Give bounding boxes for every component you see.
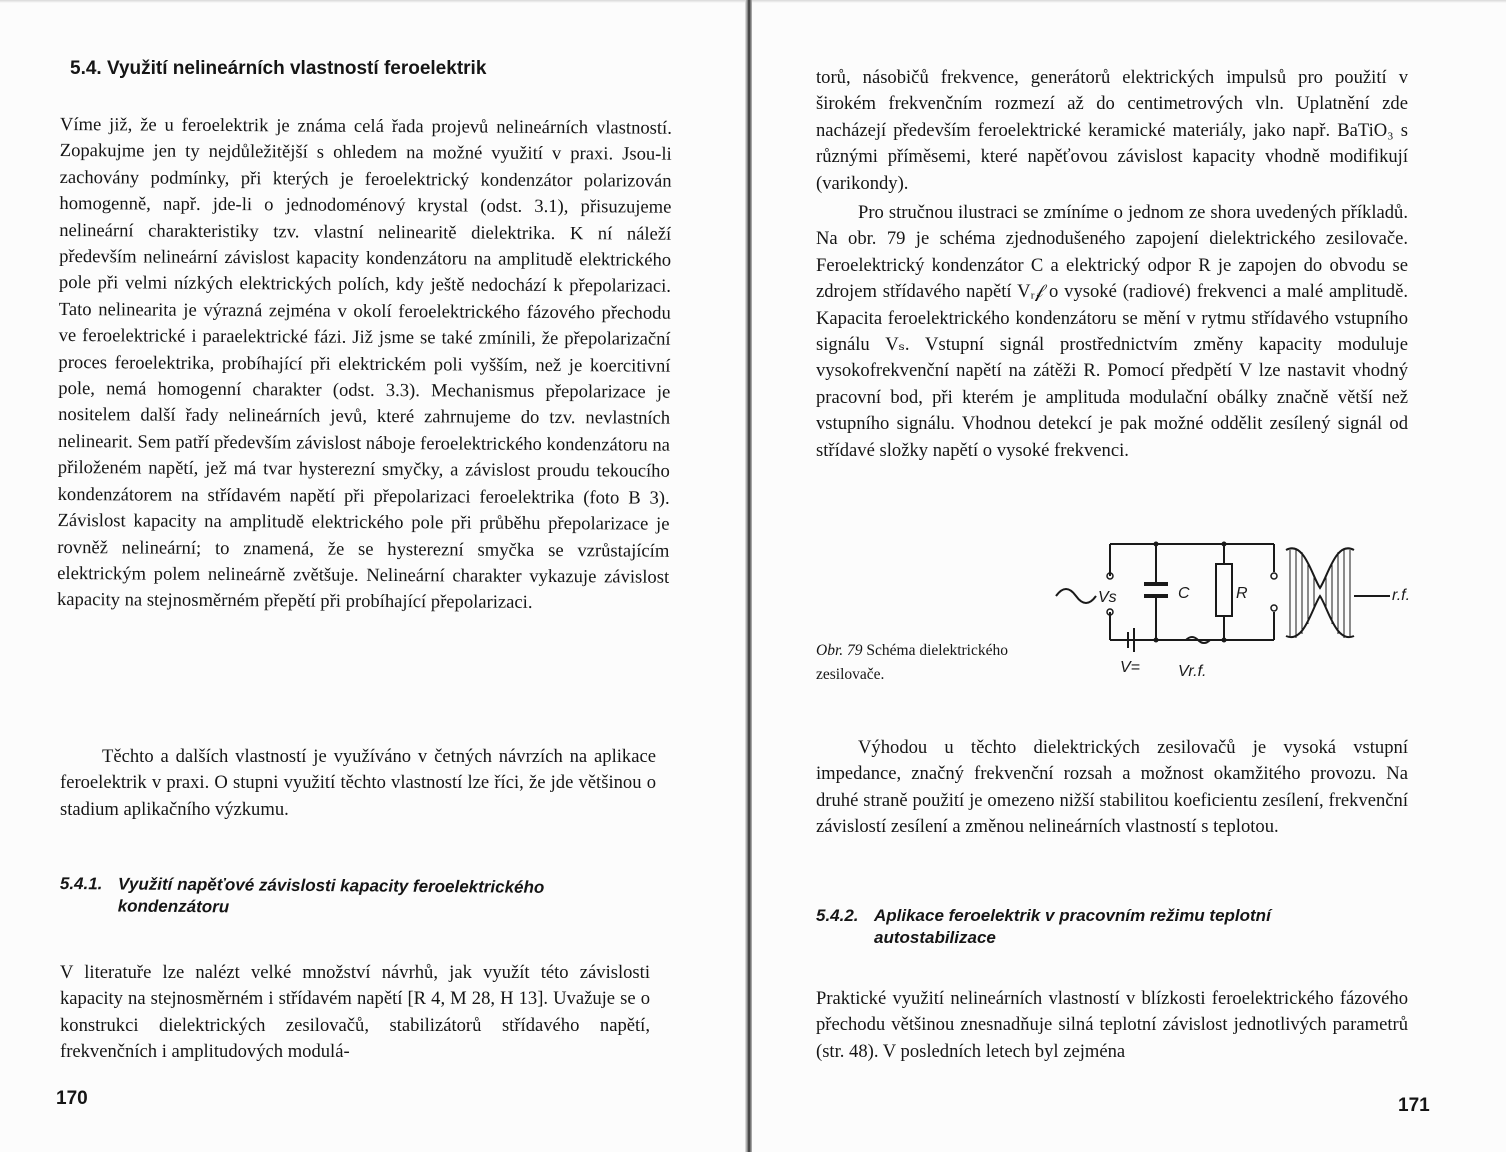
subsection-number: 5.4.1.	[59, 873, 103, 894]
left-page	[0, 0, 748, 1152]
modulated-carrier-lines	[1290, 548, 1350, 638]
junction-dot	[1154, 542, 1159, 547]
junction-dot	[1222, 638, 1227, 643]
section-heading: 5.4. Využití nelineárních vlastností feroelektrik	[70, 58, 487, 79]
left-paragraph-1: Víme již, že u feroelektrik je známa celá řada projevů nelineárních vlastností. Zopakujme jen ty nejdůležitější s ohledem na možné využití v praxi. Jsou-li zachovány podmínky, při kterých je feroelektrický kondenzátor polarizován homogenně, např. jde-li o jednodoménový krystal (odst. 3.1), přisuzujeme nelineární charakteristiky tzv. vlastní nelinearitě dielektrika. K ní náleží především nelineární závislost kapacity kondenzátoru na amplitudě elektrického pole při velmi nízkých elektrických polích, kdy ještě nedochází k přepolarizaci. Tato nelinearita je výrazná zejména v okolí feroelektrického fázového přechodu ve feroelektrické i paraelektrické fázi. Již jsme se také zmínili, že přepolarizační proces feroelektrika, probíhající při elektrickém poli vyšším, než je koercitivní pole, nemá homogenní charakter (odst. 3.3). Mechanismus přepolarizace je nositelem další řady nelineárních jevů, které zahrnujeme do tzv. nevlastních nelinearit. Sem patří především závislost náboje feroelektrického kondenzátoru na přiloženém napětí, jež má tvar hysterezní smyčky, a závislost proudu tekoucího kondenzátorem na střídavém napětí při přepolarizaci feroelektrika (foto B 3). Závislost kapacity na amplitudě elektrického pole při průběhu přepolarizace je rovněž nelineární; to znamená, že se hysterezní smyčka se vzrůstajícím elektrickým polem nelineárně zvětšuje. Nelineární charakter vykazuje závislost kapacity na stejnosměrném přepětí při probíhající přepolarizaci.	[56, 113, 672, 614]
label-v-dc: V=	[1120, 659, 1141, 676]
label-vs: Vs	[1098, 589, 1117, 606]
subsection-heading-5-4-2	[816, 905, 1436, 949]
page-number-right: 171	[1398, 1095, 1430, 1116]
right-paragraph-1: torů, násobičů frekvence, generátorů elektrických impulsů pro použití v širokém frekvenčním rozmezí až do centimetrových vln. Uplatnění zde nacházejí především feroelektrické keramické materiály, jako např. BaTiO₃ s různými příměsemi, které napěťovou závislost kapacity vhodně modifikují (varikondy).	[816, 67, 1408, 194]
subsection-title-line-1: Aplikace feroelektrik v pracovním režimu teplotní	[874, 906, 1271, 925]
label-v-rf: Vr.f.	[1178, 663, 1207, 680]
right-paragraph-3: Výhodou u těchto dielektrických zesilovačů je vysoká vstupní impedance, značný frekvenční rozsah a možnost okamžitého provozu. Na druhé straně použití je omezeno nižší stabilitou koeficientu zesílení, frekvenční závislostí zesílení a změnou nelineárních vlastností s teplotou.	[816, 737, 1408, 838]
junction-dot	[1154, 638, 1159, 643]
left-paragraph-3: V literatuře lze nalézt velké množství návrhů, jak využít této závislosti kapacity na stejnosměrném i střídavém napětí [R 4, M 28, H 13]. Uvažuje se o konstrukci dielektrických zesilovačů, stabilizátorů střídavého napětí, frekvenčních i amplitudových modulá-	[60, 962, 650, 1063]
resistor-symbol	[1216, 564, 1232, 616]
figure-caption-text: Schéma dielektrického zesilovače.	[816, 642, 1008, 683]
subsection-heading-5-4-1	[60, 873, 680, 922]
subsection-title-line-2: kondenzátoru	[117, 896, 230, 917]
ferroelectric-capacitor-symbol	[1144, 582, 1168, 598]
figure-caption-label: Obr. 79	[816, 642, 863, 659]
label-c: C	[1178, 585, 1190, 602]
subsection-title-line-1: Využití napěťové závislosti kapacity feroelektrického	[117, 874, 545, 897]
output-terminal-top	[1271, 573, 1277, 579]
book-gutter	[745, 0, 752, 1152]
subsection-title-line-2: autostabilizace	[874, 928, 996, 947]
label-r: R	[1236, 585, 1248, 602]
right-page	[752, 0, 1506, 1152]
right-paragraph-2: Pro stručnou ilustraci se zmíníme o jednom ze shora uvedených příkladů. Na obr. 79 je schéma zjednodušeného zapojení dielektrického zesilovače. Feroelektrický kondenzátor C a elektrický odpor R je zapojen do obvodu se zdrojem střídavého napětí Vᵣ𝒻 o vysoké (radiové) frekvenci a malé amplitudě. Kapacita feroelektrického kondenzátoru se mění v rytmu střídavého vstupního signálu Vₛ. Vstupní signál prostřednictvím změny kapacity moduluje vysokofrekvenční napětí na zátěži R. Pomocí předpětí V lze nastavit vhodný pracovní bod, při kterém je amplituda modulační obálky značně větší než vstupního signálu. Vhodnou detekcí je pak možné oddělit zesílený signál od střídavé složky napětí o vysoké frekvenci.	[816, 202, 1408, 461]
page-number-left: 170	[56, 1088, 88, 1109]
figure-caption	[816, 639, 1056, 687]
left-paragraph-2: Těchto a dalších vlastností je využíváno v četných návrzích na aplikace feroelektrik v praxi. O stupni využití těchto vlastností lze říci, že jde většinou o stadium aplikačního výzkumu.	[60, 746, 656, 820]
output-terminal-bottom	[1271, 605, 1277, 611]
label-rf-output: r.f.	[1392, 587, 1411, 604]
input-signal-symbol	[1056, 589, 1096, 603]
right-paragraph-4: Praktické využití nelineárních vlastností v blízkosti feroelektrického fázového přechodu většinou znesnadňuje silná teplotní závislost jednotlivých parametrů (str. 48). V posledních letech byl zejména	[816, 988, 1408, 1062]
dielectric-amplifier-circuit-diagram	[1054, 536, 1424, 686]
subsection-number: 5.4.2.	[816, 906, 859, 925]
junction-dot	[1222, 542, 1227, 547]
